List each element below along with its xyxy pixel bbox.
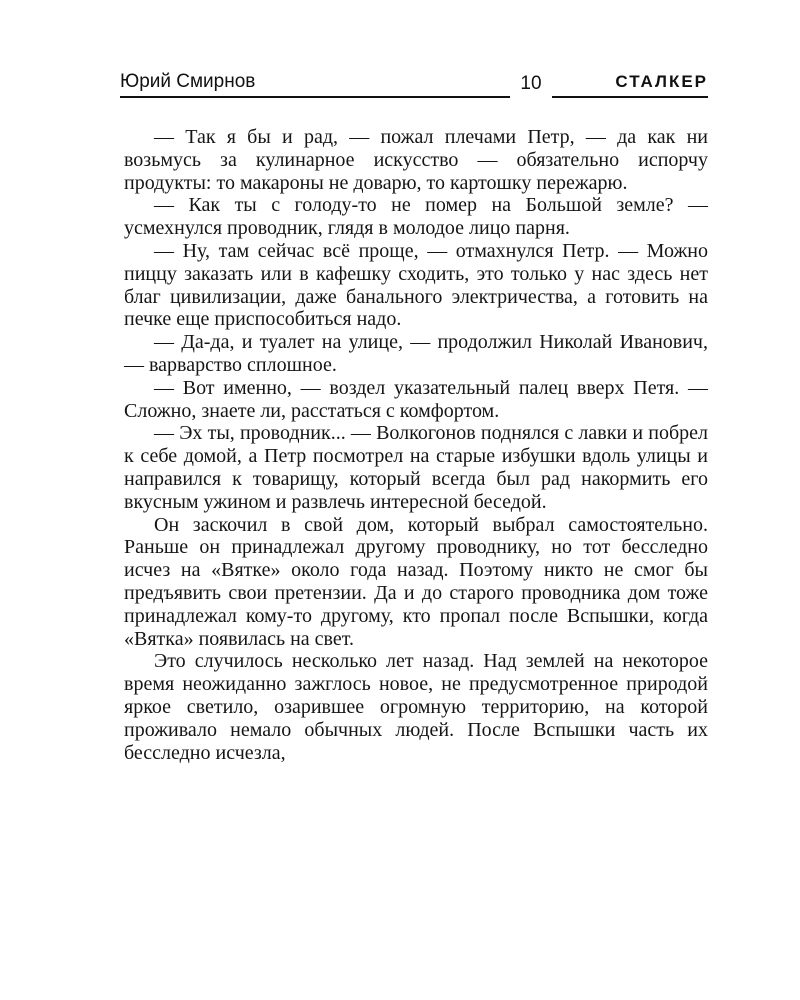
series-title: СТАЛКЕР [552, 72, 708, 98]
page-number: 10 [520, 73, 542, 94]
paragraph: Он заскочил в свой дом, который выбрал самостоятельно. Раньше он принадлежал другому проводнику, но тот бесследно исчез на «Вятке» около года назад. Поэтому никто не смог бы предъявить свои претензии. Да и до старого проводника дом тоже принадлежал кому-то другому, кто пропал после Вспышки, когда «Вятка» появилась на свет. [124, 513, 708, 650]
paragraph: — Ну, там сейчас всё проще, — отмахнулся Петр. — Можно пиццу заказать или в кафешку сходить, это только у нас здесь нет благ цивилизации, даже банального электричества, а готовить на печке еще приспособиться надо. [124, 239, 708, 331]
paragraph: — Как ты с голоду-то не помер на Большой земле? — усмехнулся проводник, глядя в молодое лицо парня. [124, 194, 708, 240]
paragraph: — Эх ты, проводник... — Волкогонов поднялся с лавки и побрел к себе домой, а Петр посмотрел на старые избушки вдоль улицы и направился к товарищу, который всегда был рад накормить его вкусным ужином и развлечь интересной беседой. [124, 422, 708, 513]
paragraph: Это случилось несколько лет назад. Над землей на некоторое время неожиданно зажглось новое, не предусмотренное природой яркое светило, озарившее огромную территорию, на которой проживало немало обычных людей. После Вспышки часть их бесследно исчезла, [124, 650, 708, 764]
paragraph: — Вот именно, — воздел указательный палец вверх Петя. — Сложно, знаете ли, расстаться с комфортом. [124, 376, 708, 422]
body-text [124, 126, 708, 764]
paragraph: — Так я бы и рад, — пожал плечами Петр, — да как ни возьмусь за кулинарное искусство — обязательно испорчу продукты: то макароны не доварю, то картошку пережарю. [124, 126, 708, 194]
running-header [120, 70, 708, 98]
author-name: Юрий Смирнов [120, 72, 510, 98]
paragraph: — Да-да, и туалет на улице, — продолжил Николай Иванович, — варварство сплошное. [124, 331, 708, 376]
